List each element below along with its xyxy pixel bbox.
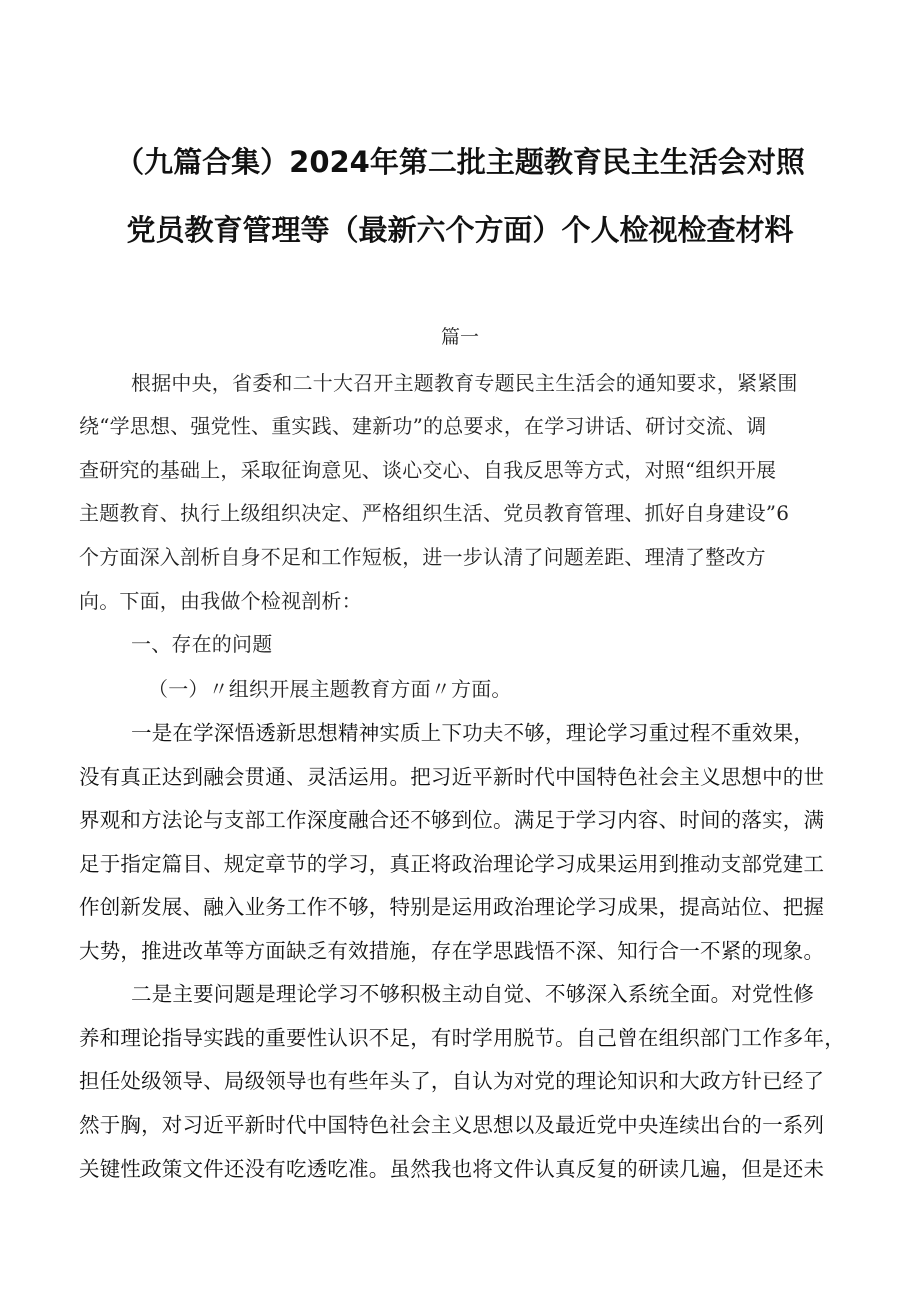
body-line-5: 个方面深入剖析自身不足和工作短板，进一步认清了问题差距、理清了整改方	[79, 545, 766, 569]
section-heading-problems: 一、存在的问题	[131, 632, 273, 656]
body-line-14: 养和理论指导实践的重要性认识不足，有时学用脱节。自己曾在组织部门工作多年，	[79, 1026, 845, 1050]
body-line-1: 根据中央，省委和二十大召开主题教育专题民主生活会的通知要求，紧紧围	[131, 371, 798, 395]
body-line-17: 关键性政策文件还没有吃透吃准。虽然我也将文件认真反复的研读几遍，但是还未	[79, 1157, 825, 1181]
body-line-2: 绕“学思想、强党性、重实践、建新功”的总要求，在学习讲话、研讨交流、调	[79, 414, 767, 438]
body-line-10: 足于指定篇目、规定章节的学习，真正将政治理论学习成果运用到推动支部党建工	[79, 852, 825, 876]
body-line-3: 查研究的基础上，采取征询意见、谈心交心、自我反思等方式，对照“组织开展	[79, 458, 777, 482]
subsection-heading-1: （一）〃组织开展主题教育方面〃方面。	[148, 677, 512, 701]
body-line-8: 没有真正达到融会贯通、灵活运用。把习近平新时代中国特色社会主义思想中的世	[79, 765, 825, 789]
body-line-4: 主题教育、执行上级组织决定、严格组织生活、党员教育管理、抓好自身建设”6	[79, 501, 790, 525]
section-label: 篇一	[440, 326, 479, 348]
document-title-line-2: 党员教育管理等（最新六个方面）个人检视检查材料	[126, 213, 794, 247]
body-line-9: 界观和方法论与支部工作深度融合还不够到位。满足于学习内容、时间的落实，满	[79, 808, 825, 832]
body-line-15: 担任处级领导、局级领导也有些年头了，自认为对党的理论知识和大政方针已经了	[79, 1069, 825, 1093]
document-title-line-1: （九篇合集）2024年第二批主题教育民主生活会对照	[115, 145, 805, 179]
body-line-11: 作创新发展、融入业务工作不够，特别是运用政治理论学习成果，提高站位、把握	[79, 895, 825, 919]
body-line-13: 二是主要问题是理论学习不够积极主动自觉、不够深入系统全面。对党性修	[131, 982, 815, 1006]
body-line-7: 一是在学深悟透新思想精神实质上下功夫不够，理论学习重过程不重效果，	[131, 721, 815, 745]
body-line-16: 然于胸，对习近平新时代中国特色社会主义思想以及最近党中央连续出台的一系列	[79, 1113, 825, 1137]
body-line-6: 向。下面，由我做个检视剖析：	[79, 589, 362, 613]
body-line-12: 大势，推进改革等方面缺乏有效措施，存在学思践悟不深、知行合一不紧的现象。	[79, 939, 825, 963]
